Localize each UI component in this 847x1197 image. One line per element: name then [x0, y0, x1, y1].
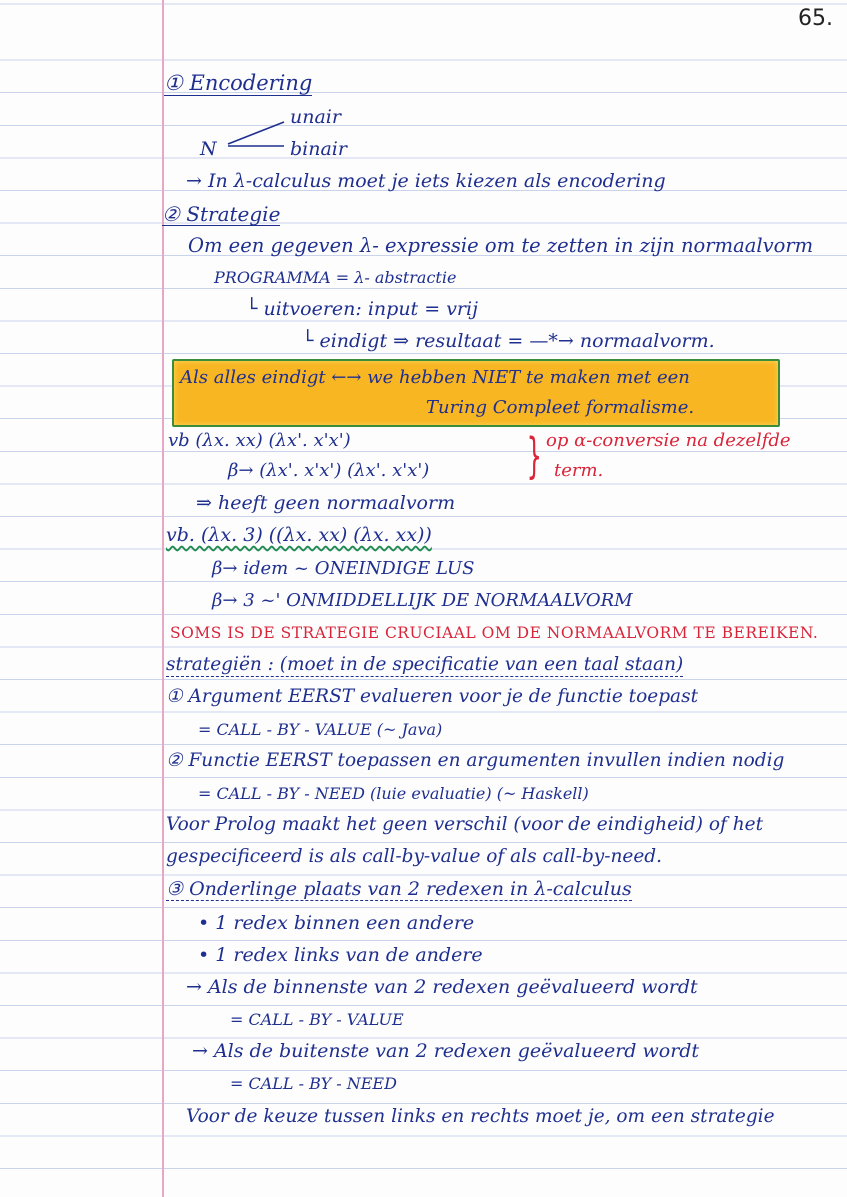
- prolog-note-1: Voor Prolog maakt het geen verschil (voor de eindigheid) of het: [166, 814, 764, 835]
- line-uitvoeren: └ uitvoeren: input = vrij: [246, 298, 478, 320]
- call-by-need-haskell: = CALL - BY - NEED (luie evaluatie) (~ Haskell): [198, 784, 589, 803]
- keuze-note: Voor de keuze tussen links en rechts moet je, om een strategie: [186, 1106, 775, 1127]
- strategien-heading: strategiën : (moet in de specificatie van een taal staan): [166, 654, 684, 675]
- no-normaalvorm: ⇒ heeft geen normaalvorm: [196, 492, 456, 514]
- highlight-box: [172, 359, 780, 427]
- label-n: N: [200, 138, 217, 160]
- call-by-value-java: = CALL - BY - VALUE (~ Java): [198, 720, 443, 739]
- line-normaalvorm-intro: Om een gegeven λ- expressie om te zetten in zijn normaalvorm: [188, 234, 814, 257]
- call-by-value: = CALL - BY - VALUE: [230, 1010, 404, 1029]
- example-1-line-1: vb (λx. xx) (λx'. x'x'): [168, 430, 351, 451]
- highlight-line-2: Turing Compleet formalisme.: [426, 397, 695, 418]
- margin-line: [162, 0, 164, 1197]
- crucial-note: SOMS IS DE STRATEGIE CRUCIAAL OM DE NORMAALVORM TE BEREIKEN.: [170, 624, 819, 642]
- example-2-onmiddellijk: β→ 3 ~' ONMIDDELLIJK DE NORMAALVORM: [212, 590, 633, 611]
- line-binair: binair: [290, 138, 347, 160]
- heading-encodering: ① Encodering: [164, 71, 313, 95]
- line-unair: unair: [290, 106, 341, 128]
- red-brace: }: [526, 428, 542, 484]
- call-by-need: = CALL - BY - NEED: [230, 1074, 397, 1093]
- prolog-note-2: gespecificeerd is als call-by-value of als call-by-need.: [166, 846, 663, 867]
- page-number: 65.: [798, 6, 833, 31]
- highlight-line-1: Als alles eindigt ←→ we hebben NIET te maken met een: [180, 367, 690, 388]
- term-note: term.: [554, 460, 604, 481]
- example-1-line-2: β→ (λx'. x'x') (λx'. x'x'): [228, 460, 430, 481]
- line-programma: PROGRAMMA = λ- abstractie: [214, 268, 457, 287]
- example-2-line-1: vb. (λx. 3) ((λx. xx) (λx. xx)): [166, 524, 432, 546]
- redex-inside: • 1 redex binnen een andere: [198, 912, 475, 934]
- line-eindigt: └ eindigt ⇒ resultaat = —*→ normaalvorm.: [302, 330, 715, 352]
- alpha-conversion-note: op α-conversie na dezelfde: [546, 430, 791, 451]
- binnenste-note: → Als de binnenste van 2 redexen geëvalueerd wordt: [186, 976, 698, 998]
- strategy-2: ② Functie EERST toepassen en argumenten invullen indien nodig: [166, 750, 785, 771]
- example-2-idem: β→ idem ~ ONEINDIGE LUS: [212, 558, 475, 579]
- heading-strategie: ② Strategie: [162, 202, 281, 226]
- line-encodering-choice: → In λ-calculus moet je iets kiezen als encodering: [186, 170, 666, 192]
- strategy-1: ① Argument EERST evalueren voor je de functie toepast: [166, 686, 699, 707]
- redex-left: • 1 redex links van de andere: [198, 944, 483, 966]
- buitenste-note: → Als de buitenste van 2 redexen geëvalueerd wordt: [192, 1040, 700, 1062]
- heading-redexen: ③ Onderlinge plaats van 2 redexen in λ-calculus: [166, 878, 632, 900]
- branch-lines: [222, 116, 292, 156]
